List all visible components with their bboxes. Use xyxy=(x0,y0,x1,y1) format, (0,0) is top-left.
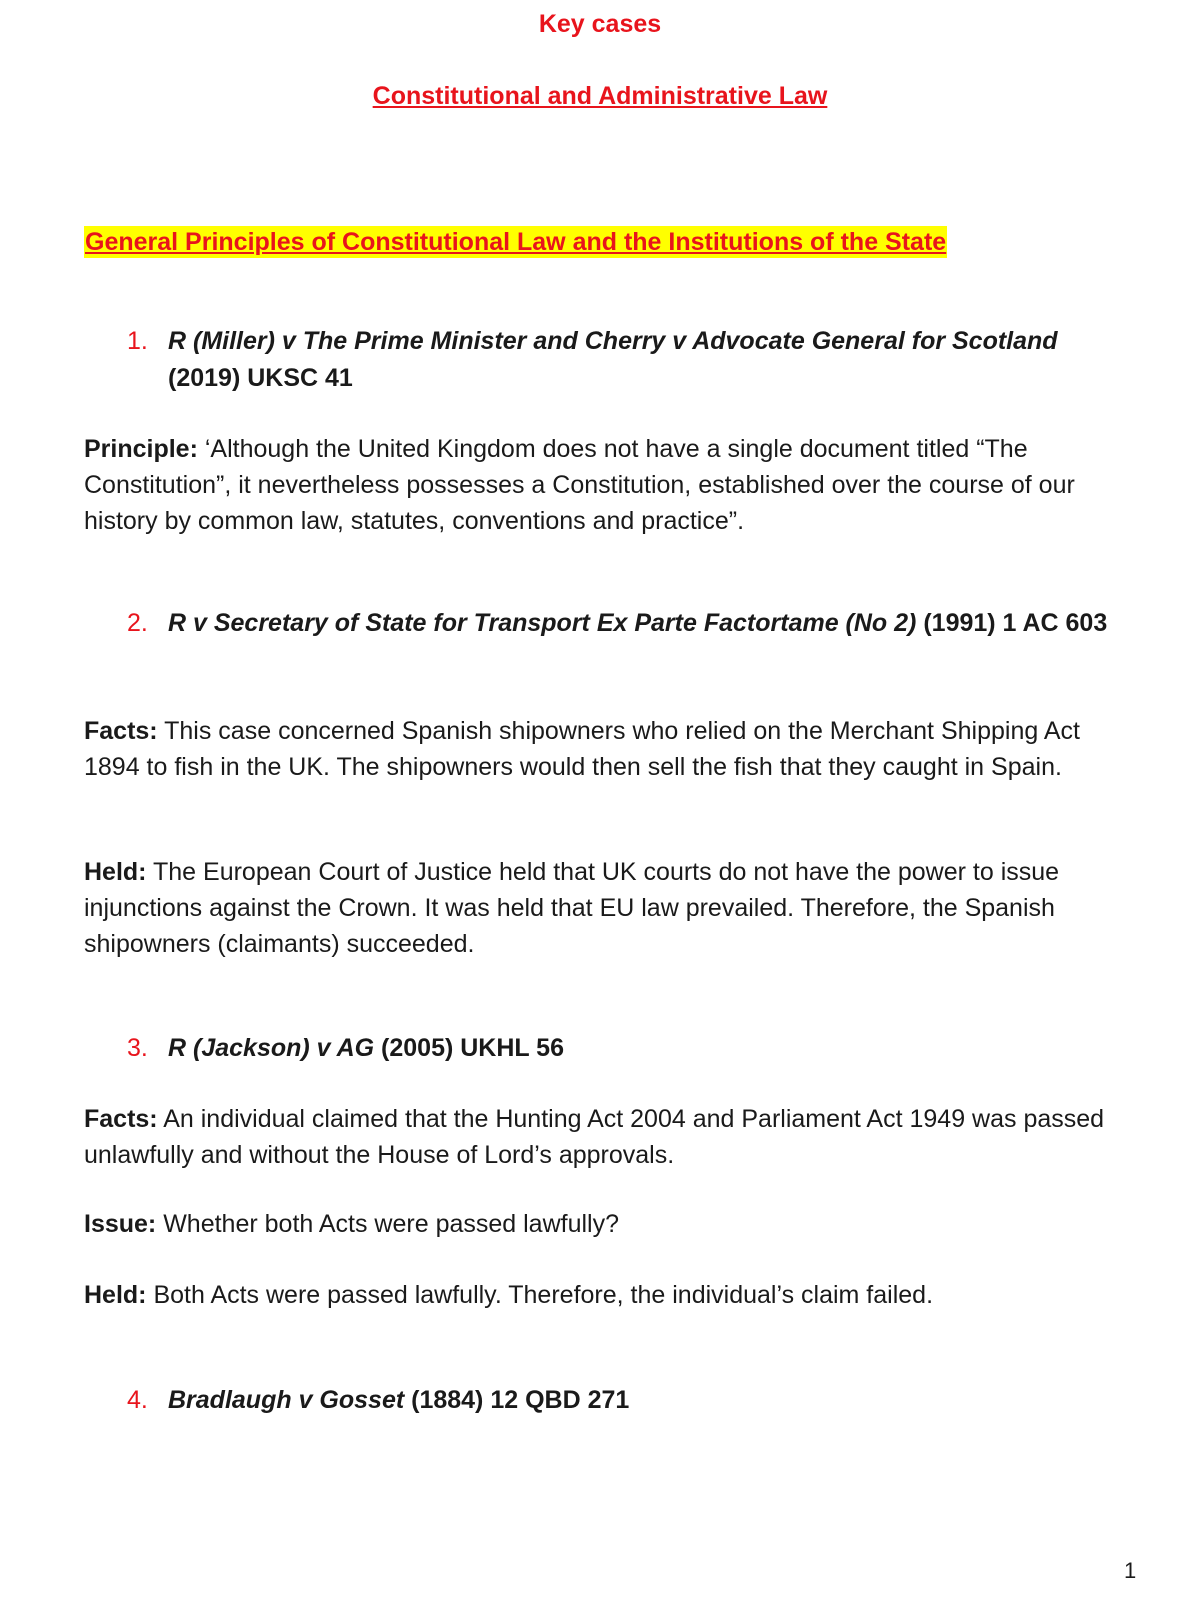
paragraph-label: Facts: xyxy=(84,717,158,745)
paragraph-text: ‘Although the United Kingdom does not have a single document titled “The Constitution”, it nevertheless possesses a Constitution, established over the course of our history by common law, statutes, conventions and practice”. xyxy=(84,435,1075,535)
case-heading-1 xyxy=(127,323,1117,397)
case-name: Bradlaugh v Gosset xyxy=(168,1386,405,1414)
case-name: R (Jackson) v AG xyxy=(168,1034,375,1062)
paragraph-label: Issue: xyxy=(84,1210,157,1238)
section-heading: General Principles of Constitutional Law and the Institutions of the State xyxy=(85,228,947,256)
document-title: Key cases xyxy=(538,10,662,38)
case-2-held xyxy=(84,854,1134,962)
case-name: R (Miller) v The Prime Minister and Cherry v Advocate General for Scotland xyxy=(168,327,1058,355)
case-citation: (2005) UKHL 56 xyxy=(374,1034,564,1062)
case-3-facts xyxy=(84,1101,1134,1173)
paragraph-text: Both Acts were passed lawfully. Therefore, the individual’s claim failed. xyxy=(146,1281,934,1309)
paragraph-text: Whether both Acts were passed lawfully? xyxy=(156,1210,619,1238)
case-1-principle xyxy=(84,431,1134,539)
document-subtitle: Constitutional and Administrative Law xyxy=(372,82,828,110)
case-heading-4 xyxy=(127,1382,1117,1419)
page-number: 1 xyxy=(1124,1558,1137,1583)
paragraph-text: The European Court of Justice held that UK courts do not have the power to issue injunctions against the Crown. It was held that EU law prevailed. Therefore, the Spanish shipowners (claimants) succeeded. xyxy=(84,858,1060,958)
case-number: 2. xyxy=(127,609,148,637)
case-citation: (1884) 12 QBD 271 xyxy=(404,1386,630,1414)
case-heading-2 xyxy=(127,605,1117,642)
case-citation: (2019) UKSC 41 xyxy=(168,364,353,392)
case-citation: (1991) 1 AC 603 xyxy=(916,609,1108,637)
paragraph-text: This case concerned Spanish shipowners who relied on the Merchant Shipping Act 1894 to fish in the UK. The shipowners would then sell the fish that they caught in Spain. xyxy=(84,717,1080,781)
paragraph-label: Held: xyxy=(84,858,147,886)
paragraph-label: Facts: xyxy=(84,1105,158,1133)
case-name: R v Secretary of State for Transport Ex Parte Factortame (No 2) xyxy=(168,609,917,637)
case-number: 3. xyxy=(127,1034,148,1062)
case-number: 1. xyxy=(127,327,148,355)
case-3-held xyxy=(84,1277,1134,1313)
case-3-issue xyxy=(84,1206,1134,1242)
paragraph-label: Principle: xyxy=(84,435,198,463)
paragraph-text: An individual claimed that the Hunting Act 2004 and Parliament Act 1949 was passed unlawfully and without the House of Lord’s approvals. xyxy=(84,1105,1105,1169)
case-heading-3 xyxy=(127,1030,1117,1067)
case-2-facts xyxy=(84,713,1134,785)
case-number: 4. xyxy=(127,1386,148,1414)
paragraph-label: Held: xyxy=(84,1281,147,1309)
